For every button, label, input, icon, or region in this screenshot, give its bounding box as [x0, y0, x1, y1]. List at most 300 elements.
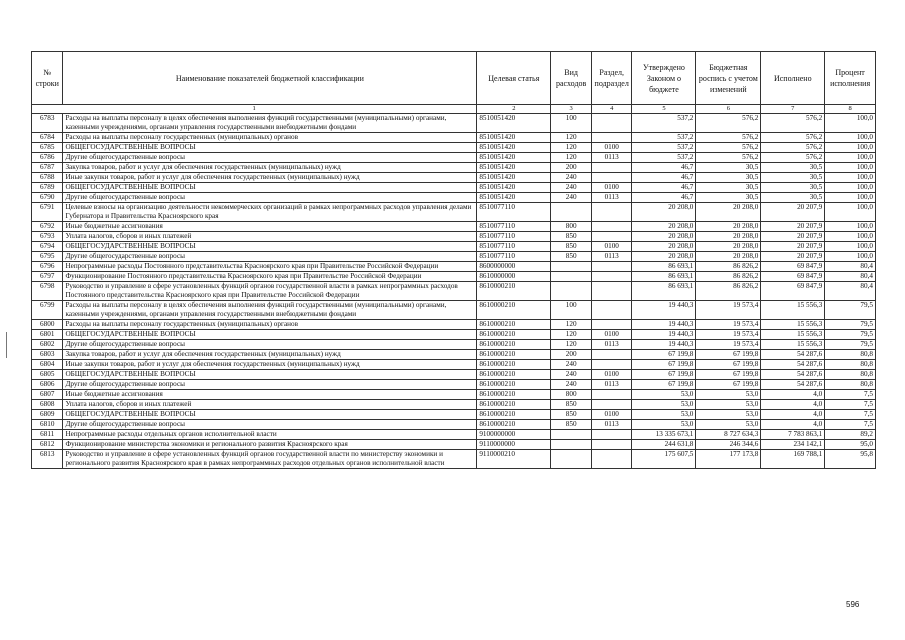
budget-list-amount: 67 199,8: [696, 350, 761, 360]
row-number: 6810: [32, 420, 63, 430]
column-number: 8: [825, 105, 876, 114]
indicator-name: Другие общегосударственные вопросы: [63, 420, 477, 430]
section-code: [591, 133, 632, 143]
section-code: [591, 301, 632, 320]
table-row: [32, 420, 876, 430]
execution-percent: 7,5: [825, 420, 876, 430]
target-article: 8610000210: [477, 370, 551, 380]
row-number: 6796: [32, 262, 63, 272]
expense-kind: 800: [551, 390, 592, 400]
expense-kind: 850: [551, 232, 592, 242]
execution-percent: 100,0: [825, 203, 876, 222]
row-number: 6813: [32, 450, 63, 469]
table-row: [32, 440, 876, 450]
row-number: 6797: [32, 272, 63, 282]
budget-list-amount: 67 199,8: [696, 380, 761, 390]
row-number: 6804: [32, 360, 63, 370]
indicator-name: Другие общегосударственные вопросы: [63, 380, 477, 390]
execution-percent: 79,5: [825, 330, 876, 340]
budget-list-amount: 53,0: [696, 390, 761, 400]
table-row: [32, 173, 876, 183]
indicator-name: Иные бюджетные ассигнования: [63, 222, 477, 232]
row-number: 6795: [32, 252, 63, 262]
table-row: [32, 301, 876, 320]
section-code: [591, 450, 632, 469]
indicator-name: Закупка товаров, работ и услуг для обеспечения государственных (муниципальных) нужд: [63, 350, 477, 360]
execution-percent: 100,0: [825, 153, 876, 163]
execution-percent: 79,5: [825, 320, 876, 330]
indicator-name: Расходы на выплаты персоналу в целях обеспечения выполнения функций государственными (муниципальными) органами, казенными учреждениями, органами управления государственными внебюджетными фондами: [63, 301, 477, 320]
executed-amount: 15 556,3: [761, 330, 825, 340]
indicator-name: Функционирование Постоянного представительства Красноярского края при Правительстве Российской Федерации: [63, 272, 477, 282]
section-code: [591, 272, 632, 282]
approved-amount: 86 693,1: [632, 272, 696, 282]
row-number: 6793: [32, 232, 63, 242]
table-row: [32, 242, 876, 252]
header-approved: Утверждено Законом о бюджете: [632, 52, 696, 105]
approved-amount: 67 199,8: [632, 360, 696, 370]
executed-amount: 20 207,9: [761, 232, 825, 242]
section-code: 0113: [591, 340, 632, 350]
budget-list-amount: 19 573,4: [696, 301, 761, 320]
target-article: 8510051420: [477, 114, 551, 133]
approved-amount: 46,7: [632, 173, 696, 183]
budget-list-amount: 19 573,4: [696, 340, 761, 350]
executed-amount: 169 788,1: [761, 450, 825, 469]
target-article: 8510051420: [477, 173, 551, 183]
table-row: [32, 143, 876, 153]
expense-kind: 100: [551, 114, 592, 133]
table-row: [32, 272, 876, 282]
executed-amount: 7 783 863,1: [761, 430, 825, 440]
expense-kind: [551, 450, 592, 469]
target-article: 8510051420: [477, 133, 551, 143]
indicator-name: Функционирование министерства экономики и регионального развития Красноярского края: [63, 440, 477, 450]
target-article: 8610000210: [477, 360, 551, 370]
budget-list-amount: 67 199,8: [696, 370, 761, 380]
executed-amount: 4,0: [761, 410, 825, 420]
indicator-name: Другие общегосударственные вопросы: [63, 153, 477, 163]
row-number: 6783: [32, 114, 63, 133]
table-row: [32, 330, 876, 340]
approved-amount: 20 208,0: [632, 222, 696, 232]
execution-percent: 79,5: [825, 301, 876, 320]
execution-percent: 80,8: [825, 370, 876, 380]
indicator-name: Другие общегосударственные вопросы: [63, 193, 477, 203]
budget-list-amount: 177 173,8: [696, 450, 761, 469]
execution-percent: 95,0: [825, 440, 876, 450]
approved-amount: 244 631,8: [632, 440, 696, 450]
table-row: [32, 153, 876, 163]
section-code: [591, 222, 632, 232]
section-code: [591, 400, 632, 410]
executed-amount: 54 287,6: [761, 370, 825, 380]
approved-amount: 537,2: [632, 114, 696, 133]
budget-table: [31, 51, 876, 469]
execution-percent: 80,4: [825, 272, 876, 282]
approved-amount: 53,0: [632, 410, 696, 420]
expense-kind: 120: [551, 143, 592, 153]
target-article: 8510077110: [477, 222, 551, 232]
section-code: [591, 350, 632, 360]
row-number: 6792: [32, 222, 63, 232]
target-article: 8610000210: [477, 330, 551, 340]
section-code: 0113: [591, 380, 632, 390]
indicator-name: Иные закупки товаров, работ и услуг для обеспечения государственных (муниципальных) нужд: [63, 360, 477, 370]
expense-kind: 850: [551, 252, 592, 262]
table-row: [32, 252, 876, 262]
executed-amount: 576,2: [761, 143, 825, 153]
approved-amount: 19 440,3: [632, 330, 696, 340]
table-row: [32, 400, 876, 410]
expense-kind: 240: [551, 183, 592, 193]
section-code: 0100: [591, 330, 632, 340]
table-row: [32, 320, 876, 330]
table-row: [32, 370, 876, 380]
execution-percent: 80,8: [825, 350, 876, 360]
page-number: 596: [846, 600, 860, 609]
section-code: [591, 360, 632, 370]
row-number: 6808: [32, 400, 63, 410]
expense-kind: [551, 272, 592, 282]
table-row: [32, 133, 876, 143]
execution-percent: 95,8: [825, 450, 876, 469]
budget-list-amount: 20 208,0: [696, 252, 761, 262]
column-number: 4: [591, 105, 632, 114]
approved-amount: 67 199,8: [632, 370, 696, 380]
expense-kind: [551, 282, 592, 301]
section-code: [591, 282, 632, 301]
expense-kind: [551, 430, 592, 440]
target-article: 8510077110: [477, 242, 551, 252]
expense-kind: 240: [551, 370, 592, 380]
section-code: [591, 262, 632, 272]
budget-list-amount: 86 826,2: [696, 282, 761, 301]
table-row: [32, 350, 876, 360]
indicator-name: Расходы на выплаты персоналу государственных (муниципальных) органов: [63, 133, 477, 143]
executed-amount: 20 207,9: [761, 252, 825, 262]
target-article: 8510051420: [477, 143, 551, 153]
approved-amount: 19 440,3: [632, 320, 696, 330]
target-article: 8610000210: [477, 340, 551, 350]
expense-kind: 240: [551, 173, 592, 183]
section-code: 0100: [591, 410, 632, 420]
approved-amount: 20 208,0: [632, 203, 696, 222]
execution-percent: 7,5: [825, 400, 876, 410]
expense-kind: 850: [551, 242, 592, 252]
indicator-name: Непрограммные расходы отдельных органов исполнительной власти: [63, 430, 477, 440]
executed-amount: 54 287,6: [761, 380, 825, 390]
column-number-row: [32, 105, 876, 114]
budget-list-amount: 30,5: [696, 173, 761, 183]
indicator-name: ОБЩЕГОСУДАРСТВЕННЫЕ ВОПРОСЫ: [63, 330, 477, 340]
indicator-name: Другие общегосударственные вопросы: [63, 340, 477, 350]
indicator-name: Целевые взносы на организацию деятельности некоммерческих организаций в рамках непрограммных расходов управления делами Губернатора и Правительства Красноярского края: [63, 203, 477, 222]
table-row: [32, 360, 876, 370]
execution-percent: 100,0: [825, 232, 876, 242]
header-expense-kind: Вид расходов: [551, 52, 592, 105]
expense-kind: 120: [551, 133, 592, 143]
row-number: 6809: [32, 410, 63, 420]
budget-list-amount: 19 573,4: [696, 320, 761, 330]
approved-amount: 53,0: [632, 400, 696, 410]
target-article: 9100000000: [477, 430, 551, 440]
budget-list-amount: 20 208,0: [696, 222, 761, 232]
row-number: 6799: [32, 301, 63, 320]
budget-list-amount: 8 727 634,3: [696, 430, 761, 440]
executed-amount: 30,5: [761, 173, 825, 183]
executed-amount: 15 556,3: [761, 320, 825, 330]
table-row: [32, 163, 876, 173]
approved-amount: 175 607,5: [632, 450, 696, 469]
indicator-name: Руководство и управление в сфере установленных функций органов государственной власти в рамках непрограммных расходов Постоянного представительства Красноярского края при Правительстве Российской Федерации: [63, 282, 477, 301]
header-name: Наименование показателей бюджетной классификации: [63, 52, 477, 105]
row-number: 6802: [32, 340, 63, 350]
executed-amount: 20 207,9: [761, 242, 825, 252]
budget-list-amount: 576,2: [696, 114, 761, 133]
executed-amount: 30,5: [761, 193, 825, 203]
executed-amount: 4,0: [761, 390, 825, 400]
indicator-name: ОБЩЕГОСУДАРСТВЕННЫЕ ВОПРОСЫ: [63, 183, 477, 193]
executed-amount: 576,2: [761, 133, 825, 143]
approved-amount: 67 199,8: [632, 380, 696, 390]
indicator-name: Закупка товаров, работ и услуг для обеспечения государственных (муниципальных) нужд: [63, 163, 477, 173]
column-number: 6: [696, 105, 761, 114]
column-number: 7: [761, 105, 825, 114]
row-number: 6806: [32, 380, 63, 390]
table-row: [32, 232, 876, 242]
section-code: 0113: [591, 153, 632, 163]
table-row: [32, 183, 876, 193]
indicator-name: ОБЩЕГОСУДАРСТВЕННЫЕ ВОПРОСЫ: [63, 143, 477, 153]
section-code: [591, 173, 632, 183]
section-code: [591, 440, 632, 450]
expense-kind: 100: [551, 301, 592, 320]
budget-list-amount: 246 344,6: [696, 440, 761, 450]
row-number: 6786: [32, 153, 63, 163]
table-row: [32, 114, 876, 133]
table-row: [32, 282, 876, 301]
target-article: 8610000000: [477, 272, 551, 282]
row-number: 6798: [32, 282, 63, 301]
budget-list-amount: 576,2: [696, 153, 761, 163]
row-number: 6788: [32, 173, 63, 183]
execution-percent: 100,0: [825, 173, 876, 183]
table-row: [32, 410, 876, 420]
row-number: 6812: [32, 440, 63, 450]
approved-amount: 13 335 673,1: [632, 430, 696, 440]
approved-amount: 46,7: [632, 183, 696, 193]
budget-list-amount: 53,0: [696, 420, 761, 430]
approved-amount: 19 440,3: [632, 340, 696, 350]
left-margin-mark: [6, 332, 7, 358]
executed-amount: 15 556,3: [761, 340, 825, 350]
indicator-name: Непрограммные расходы Постоянного представительства Красноярского края при Правительстве Российской Федерации: [63, 262, 477, 272]
target-article: 8610000210: [477, 390, 551, 400]
budget-list-amount: 576,2: [696, 133, 761, 143]
budget-list-amount: 67 199,8: [696, 360, 761, 370]
header-section: Раздел, подраздел: [591, 52, 632, 105]
executed-amount: 15 556,3: [761, 301, 825, 320]
approved-amount: 20 208,0: [632, 232, 696, 242]
expense-kind: 200: [551, 350, 592, 360]
target-article: 8610000210: [477, 350, 551, 360]
expense-kind: 850: [551, 420, 592, 430]
row-number: 6787: [32, 163, 63, 173]
table-row: [32, 222, 876, 232]
section-code: 0100: [591, 143, 632, 153]
table-row: [32, 390, 876, 400]
approved-amount: 53,0: [632, 420, 696, 430]
approved-amount: 20 208,0: [632, 252, 696, 262]
indicator-name: Уплата налогов, сборов и иных платежей: [63, 400, 477, 410]
executed-amount: 4,0: [761, 400, 825, 410]
executed-amount: 54 287,6: [761, 360, 825, 370]
execution-percent: 7,5: [825, 410, 876, 420]
approved-amount: 537,2: [632, 143, 696, 153]
indicator-name: Расходы на выплаты персоналу в целях обеспечения выполнения функций государственными (муниципальными) органами, казенными учреждениями, органами управления государственными внебюджетными фондами: [63, 114, 477, 133]
execution-percent: 100,0: [825, 163, 876, 173]
table-row: [32, 193, 876, 203]
column-number: 3: [551, 105, 592, 114]
table-header-row: [32, 52, 876, 105]
target-article: 8510051420: [477, 153, 551, 163]
section-code: 0100: [591, 242, 632, 252]
header-target-article: Целевая статья: [477, 52, 551, 105]
target-article: 8610000210: [477, 380, 551, 390]
target-article: 8510077110: [477, 232, 551, 242]
header-row-number: № строки: [32, 52, 63, 105]
target-article: 8610000210: [477, 282, 551, 301]
indicator-name: Руководство и управление в сфере установленных функций органов государственной власти по министерству экономики и регионального развития Красноярского края в рамках непрограммных расходов отдельных органов исполнительной власти: [63, 450, 477, 469]
row-number: 6789: [32, 183, 63, 193]
expense-kind: 800: [551, 222, 592, 232]
approved-amount: 86 693,1: [632, 282, 696, 301]
executed-amount: 20 207,9: [761, 222, 825, 232]
budget-list-amount: 20 208,0: [696, 203, 761, 222]
execution-percent: 89,2: [825, 430, 876, 440]
expense-kind: 120: [551, 330, 592, 340]
approved-amount: 46,7: [632, 163, 696, 173]
header-percent: Процент исполнения: [825, 52, 876, 105]
budget-list-amount: 86 826,2: [696, 272, 761, 282]
indicator-name: Расходы на выплаты персоналу государственных (муниципальных) органов: [63, 320, 477, 330]
target-article: 8510051420: [477, 183, 551, 193]
indicator-name: Иные закупки товаров, работ и услуг для обеспечения государственных (муниципальных) нужд: [63, 173, 477, 183]
expense-kind: 120: [551, 153, 592, 163]
target-article: 8510077110: [477, 252, 551, 262]
row-number: 6784: [32, 133, 63, 143]
target-article: 8610000210: [477, 320, 551, 330]
approved-amount: 46,7: [632, 193, 696, 203]
row-number: 6805: [32, 370, 63, 380]
execution-percent: 100,0: [825, 242, 876, 252]
row-number: 6807: [32, 390, 63, 400]
target-article: 8600000000: [477, 262, 551, 272]
section-code: [591, 203, 632, 222]
expense-kind: 240: [551, 360, 592, 370]
execution-percent: 100,0: [825, 133, 876, 143]
approved-amount: 537,2: [632, 153, 696, 163]
expense-kind: [551, 440, 592, 450]
target-article: 8610000210: [477, 301, 551, 320]
execution-percent: 100,0: [825, 222, 876, 232]
target-article: 8510077110: [477, 203, 551, 222]
approved-amount: 20 208,0: [632, 242, 696, 252]
column-number: 1: [32, 105, 477, 114]
budget-list-amount: 30,5: [696, 183, 761, 193]
executed-amount: 30,5: [761, 183, 825, 193]
target-article: 8610000210: [477, 410, 551, 420]
table-row: [32, 203, 876, 222]
target-article: 8510051420: [477, 163, 551, 173]
execution-percent: 100,0: [825, 183, 876, 193]
section-code: [591, 390, 632, 400]
row-number: 6803: [32, 350, 63, 360]
row-number: 6790: [32, 193, 63, 203]
section-code: 0113: [591, 420, 632, 430]
budget-list-amount: 20 208,0: [696, 242, 761, 252]
section-code: 0113: [591, 252, 632, 262]
expense-kind: [551, 203, 592, 222]
expense-kind: 850: [551, 410, 592, 420]
row-number: 6811: [32, 430, 63, 440]
budget-list-amount: 86 826,2: [696, 262, 761, 272]
executed-amount: 69 847,9: [761, 262, 825, 272]
budget-list-amount: 53,0: [696, 410, 761, 420]
section-code: [591, 320, 632, 330]
row-number: 6800: [32, 320, 63, 330]
target-article: 9110000000: [477, 440, 551, 450]
row-number: 6791: [32, 203, 63, 222]
approved-amount: 19 440,3: [632, 301, 696, 320]
table-body: [32, 114, 876, 469]
budget-list-amount: 576,2: [696, 143, 761, 153]
section-code: 0100: [591, 183, 632, 193]
approved-amount: 86 693,1: [632, 262, 696, 272]
execution-percent: 100,0: [825, 252, 876, 262]
approved-amount: 67 199,8: [632, 350, 696, 360]
target-article: 8610000210: [477, 400, 551, 410]
indicator-name: Другие общегосударственные вопросы: [63, 252, 477, 262]
budget-list-amount: 53,0: [696, 400, 761, 410]
column-number: 5: [632, 105, 696, 114]
budget-list-amount: 19 573,4: [696, 330, 761, 340]
expense-kind: 240: [551, 193, 592, 203]
execution-percent: 80,4: [825, 282, 876, 301]
executed-amount: 30,5: [761, 163, 825, 173]
executed-amount: 234 142,1: [761, 440, 825, 450]
expense-kind: 120: [551, 320, 592, 330]
row-number: 6794: [32, 242, 63, 252]
section-code: [591, 163, 632, 173]
approved-amount: 537,2: [632, 133, 696, 143]
indicator-name: ОБЩЕГОСУДАРСТВЕННЫЕ ВОПРОСЫ: [63, 242, 477, 252]
expense-kind: 850: [551, 400, 592, 410]
expense-kind: 200: [551, 163, 592, 173]
target-article: 8610000210: [477, 420, 551, 430]
header-executed: Исполнено: [761, 52, 825, 105]
table-row: [32, 340, 876, 350]
expense-kind: 240: [551, 380, 592, 390]
execution-percent: 100,0: [825, 114, 876, 133]
execution-percent: 100,0: [825, 193, 876, 203]
expense-kind: 120: [551, 340, 592, 350]
expense-kind: [551, 262, 592, 272]
table-row: [32, 380, 876, 390]
indicator-name: ОБЩЕГОСУДАРСТВЕННЫЕ ВОПРОСЫ: [63, 410, 477, 420]
budget-list-amount: 30,5: [696, 193, 761, 203]
